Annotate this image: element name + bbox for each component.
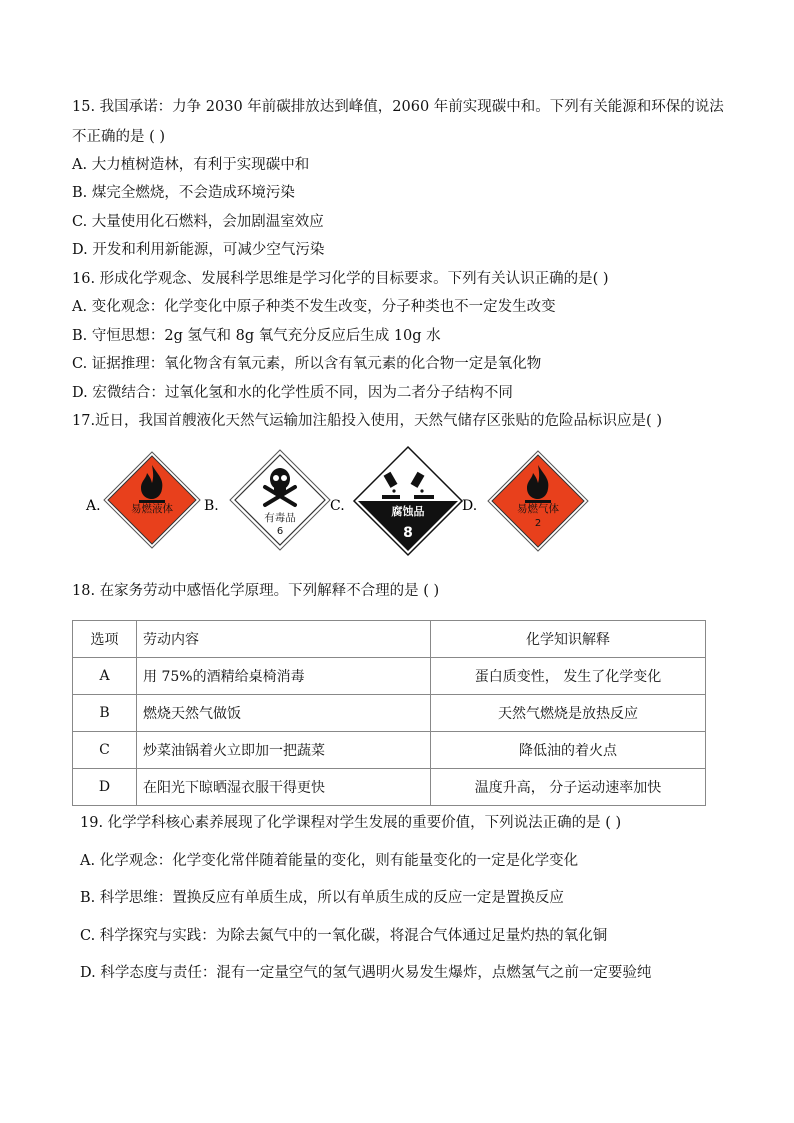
cell-explanation: 降低油的着火点 <box>431 732 706 769</box>
header-option: 选项 <box>73 621 137 658</box>
q19-option-c: C. 科学探究与实践：为除去氮气中的一氧化碳，将混合气体通过足量灼热的氧化铜 <box>80 928 608 944</box>
q15-stem-line1: 15. 我国承诺：力争 2030 年前碳排放达到峰值，2060 年前实现碳中和。下列有关能源和环保的说法 <box>72 99 724 115</box>
header-content: 劳动内容 <box>137 621 431 658</box>
table-row <box>73 658 706 695</box>
cell-explanation: 天然气燃烧是放热反应 <box>431 695 706 732</box>
header-explanation: 化学知识解释 <box>431 621 706 658</box>
table-header-row <box>73 621 706 658</box>
q19-option-a: A. 化学观念：化学变化常伴随着能量的变化，则有能量变化的一定是化学变化 <box>80 853 579 869</box>
sign-d-letter: D. <box>462 498 478 514</box>
q17-stem: 17.近日，我国首艘液化天然气运输加注船投入使用，天然气储存区张贴的危险品标识应是( ) <box>72 413 662 429</box>
sign-c-label: 腐蚀品 <box>391 505 425 518</box>
table-row <box>73 695 706 732</box>
q19-option-d: D. 科学态度与责任：混有一定量空气的氢气遇明火易发生爆炸，点燃氢气之前一定要验纯 <box>80 965 652 981</box>
q15-option-a: A. 大力植树造林，有利于实现碳中和 <box>72 157 310 173</box>
cell-content: 在阳光下晾晒湿衣服干得更快 <box>137 769 431 806</box>
q15-option-c: C. 大量使用化石燃料，会加剧温室效应 <box>72 214 324 230</box>
cell-option: D <box>73 769 137 806</box>
q19-stem: 19. 化学学科核心素养展现了化学课程对学生发展的重要价值，下列说法正确的是 ( ) <box>80 815 622 831</box>
table-row <box>73 732 706 769</box>
q16-option-b: B. 守恒思想：2g 氢气和 8g 氧气充分反应后生成 10g 水 <box>72 328 441 344</box>
q16-option-d: D. 宏微结合：过氧化氢和水的化学性质不同，因为二者分子结构不同 <box>72 385 513 401</box>
sign-b-label: 有毒品 <box>264 512 296 524</box>
cell-explanation: 温度升高， 分子运动速率加快 <box>431 769 706 806</box>
cell-content: 炒菜油锅着火立即加一把蔬菜 <box>137 732 431 769</box>
sign-c-letter: C. <box>330 498 345 514</box>
sign-b-letter: B. <box>204 498 219 514</box>
q15-option-d: D. 开发和利用新能源，可减少空气污染 <box>72 242 325 258</box>
sign-a <box>85 452 200 548</box>
q15-option-b: B. 煤完全燃烧，不会造成环境污染 <box>72 185 295 201</box>
cell-option: C <box>73 732 137 769</box>
sign-b <box>204 450 330 550</box>
q19-option-b: B. 科学思维：置换反应有单质生成，所以有单质生成的反应一定是置换反应 <box>80 890 564 906</box>
cell-explanation: 蛋白质变性， 发生了化学变化 <box>431 658 706 695</box>
table-row <box>73 769 706 806</box>
sign-d-label: 易燃气体 <box>517 503 559 515</box>
q18-table <box>72 620 706 806</box>
sign-c <box>330 447 462 555</box>
q18-stem: 18. 在家务劳动中感悟化学原理。下列解释不合理的是 ( ) <box>72 583 440 599</box>
sign-d-number: 2 <box>534 518 542 529</box>
q16-option-a: A. 变化观念：化学变化中原子种类不发生改变，分子种类也不一定发生改变 <box>72 299 556 315</box>
hazard-signs-figure <box>72 445 712 563</box>
sign-b-number: 6 <box>276 526 284 537</box>
cell-content: 用 75%的酒精给桌椅消毒 <box>137 658 431 695</box>
sign-a-label: 易燃液体 <box>131 503 173 515</box>
sign-d <box>462 451 588 551</box>
sign-a-letter: A. <box>86 498 101 514</box>
q15-stem-line2: 不正确的是 ( ) <box>72 129 166 145</box>
q16-option-c: C. 证据推理：氧化物含有氧元素，所以含有氧元素的化合物一定是氧化物 <box>72 356 542 372</box>
q16-stem: 16. 形成化学观念、发展科学思维是学习化学的目标要求。下列有关认识正确的是( ) <box>72 271 609 287</box>
cell-option: A <box>73 658 137 695</box>
cell-option: B <box>73 695 137 732</box>
cell-content: 燃烧天然气做饭 <box>137 695 431 732</box>
sign-c-number: 8 <box>403 525 413 541</box>
